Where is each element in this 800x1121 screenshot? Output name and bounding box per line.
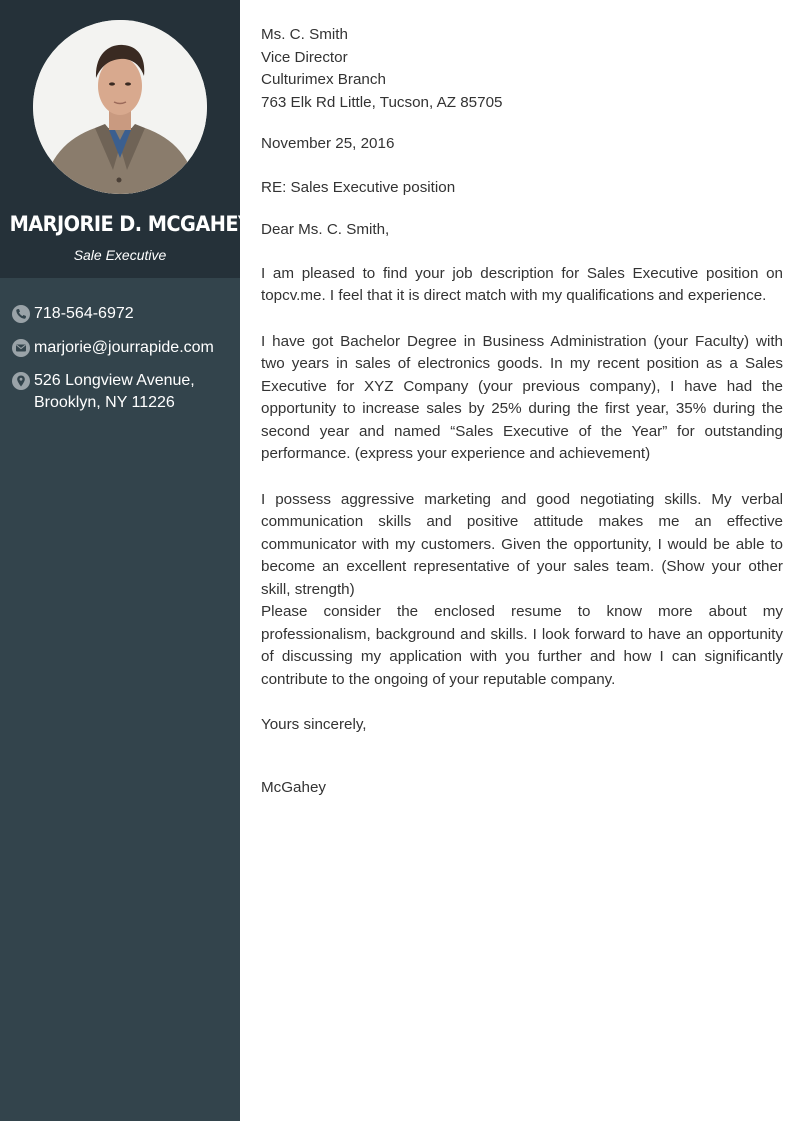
recipient-title: Vice Director xyxy=(261,48,348,66)
person-name: MARJORIE D. MCGAHEY xyxy=(9,212,252,236)
letter-salutation: Dear Ms. C. Smith, xyxy=(261,221,390,238)
letter-date: November 25, 2016 xyxy=(261,135,395,152)
letter-subject: RE: Sales Executive position xyxy=(261,178,456,196)
phone-number: 718-564-6972 xyxy=(34,305,134,322)
body-paragraph: I am pleased to find your job description for Sales Executive position on topcv.me. I feel that it is direct match with my qualifications and experience. xyxy=(261,264,783,304)
sidebar-header xyxy=(0,0,252,278)
avatar xyxy=(33,20,207,194)
sidebar xyxy=(0,0,252,1121)
phone-icon xyxy=(12,305,30,323)
contact-address xyxy=(12,370,234,414)
recipient-name: Ms. C. Smith xyxy=(261,26,348,43)
person-role: Sale Executive xyxy=(73,247,167,263)
address-line-1: 526 Longview Avenue, xyxy=(34,372,195,389)
recipient-block xyxy=(261,24,783,114)
recipient-address: 763 Elk Rd Little, Tucson, AZ 85705 xyxy=(261,93,503,111)
cover-letter xyxy=(261,24,783,799)
letter-closing: Yours sincerely, xyxy=(261,716,367,733)
contact-phone xyxy=(12,303,234,325)
address-line-2: Brooklyn, NY 11226 xyxy=(34,394,175,411)
contact-email xyxy=(12,337,234,359)
email-address: marjorie@jourrapide.com xyxy=(34,339,214,356)
envelope-icon xyxy=(12,339,30,357)
recipient-branch: Culturimex Branch xyxy=(261,71,386,88)
body-paragraph: Please consider the enclosed resume to know more about my professionalism, background and skills. I look forward to have an opportunity of discussing my application with you further and how I can significantly contribute to the ongoing of your reputable company. xyxy=(261,603,783,688)
map-pin-icon xyxy=(12,372,30,390)
body-paragraph: I have got Bachelor Degree in Business Administration (your Faculty) with two years in sales of electronics goods. In my recent position as a Sales Executive for XYZ Company (your previous company), I have had the opportunity to increase sales by 25% during the first year, 35% during the second year and named “Sales Executive of the Year” for outstanding performance. (express your experience and achievement) xyxy=(261,332,783,462)
body-paragraph: I possess aggressive marketing and good negotiating skills. My verbal communication skills and positive attitude makes me an effective communicator with my customers. Given the opportunity, I would be able to become an excellent representative of your sales team. (Show your other skill, strength) xyxy=(261,490,783,598)
letter-signature: McGahey xyxy=(261,778,326,796)
portrait-image xyxy=(33,20,207,194)
